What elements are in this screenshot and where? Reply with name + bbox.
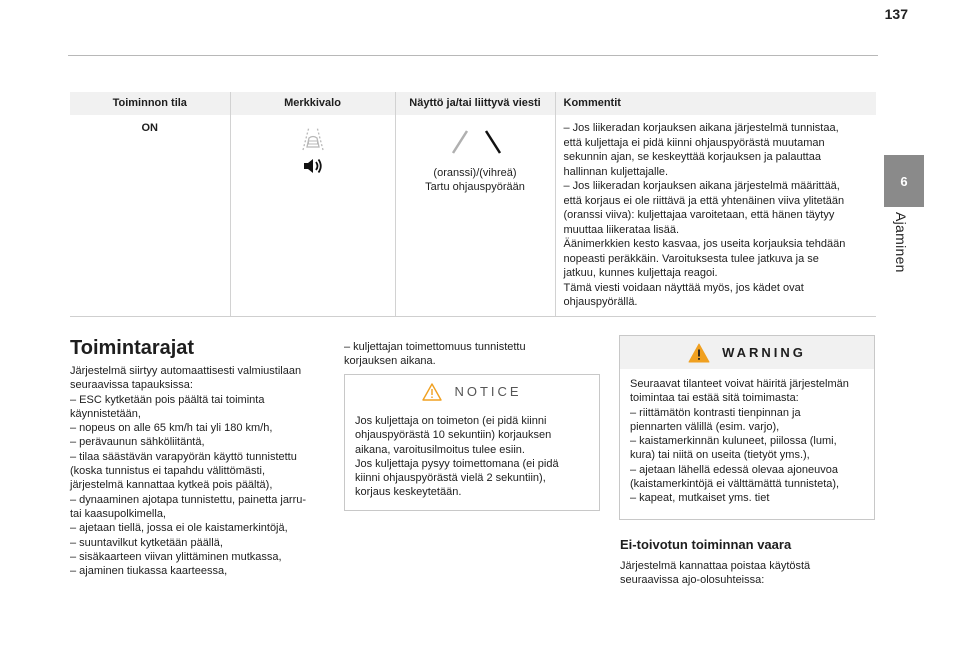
limits-text [70,364,306,578]
notice-triangle-icon [422,383,442,401]
notice-line: Jos kuljettaja pysyy toimettomana (ei pidä [355,457,559,470]
table-header-comments: Kommentit [555,92,876,115]
list-item: – perävaunun sähköliitäntä, [70,436,205,449]
chapter-number: 6 [900,173,908,189]
table-header-indicator: Merkkivalo [230,92,395,115]
warning-title: WARNING [722,345,806,360]
list-item: – ajetaan tiellä, jossa ei ole kaistamerkintöjä, [70,522,288,535]
list-item: – suuntavilkut kytketään päällä, [70,536,223,549]
table-row [70,115,876,316]
notice-body [345,408,599,508]
lane-lines-icon [445,129,505,155]
notice-line: korjaus keskeytetään. [355,486,462,499]
comment-line: sekunnin ajan, se keskeyttää korjauksen ja palauttaa [563,151,821,163]
list-item: – kuljettajan toimettomuus tunnistettu [344,341,526,353]
notice-line: Jos kuljettaja on toimeton (ei pidä kiinni [355,415,547,427]
list-item: – nopeus on alle 65 km/h tai yli 180 km/h, [70,422,273,435]
deactivation-text [620,559,810,588]
comment-line: (oranssi viiva): kuljettajaa varoitetaan, että hänen täytyy [563,209,835,221]
chapter-title: Ajaminen [893,212,909,273]
comment-line: Äänimerkkien kesto kasvaa, jos useita korjauksia tehdään [563,238,846,250]
notice-line: kiinni ohjauspyörästä vielä 2 sekuntiin), [355,472,546,485]
lane-keeping-icon [298,125,328,151]
notice-box [344,374,600,511]
notice-line: aikana, varoitusilmoitus tulee esiin. [355,443,525,456]
warning-line: kura) tai niitä on useita (tietyöt yms.), [630,449,810,462]
comment-line: jatkuu, kunnes kuljettaja reagoi. [563,267,718,279]
warning-header [620,336,874,369]
warning-line: toimintaa tai estää sitä toimimasta: [630,392,799,405]
list-item: – tilaa säästävän varapyörän käyttö tunnistettu [70,450,297,463]
warning-line: – kaistamerkinnän kuluneet, piilossa (lumi, [630,435,837,448]
list-item: – ESC kytketään pois päältä tai toiminta [70,393,265,406]
paragraph-line: Järjestelmä kannattaa poistaa käytöstä [620,560,811,572]
status-table [70,92,876,317]
sound-icon [302,157,324,175]
comment-line: että kuljettaja ei pidä kiinni ohjauspyörästä muutaman [563,136,825,149]
comment-line: nopeasti peräkkäin. Varoituksesta tulee jatkuva ja se [563,252,819,265]
notice-title: NOTICE [454,384,522,399]
table-header-row [70,92,876,115]
list-item: tai kaasupolkimella, [70,507,166,520]
paragraph-line: Järjestelmä siirtyy automaattisesti valmiustilaan [70,365,302,377]
display-color-label: (oranssi)/(vihreä) [433,166,517,179]
list-item: korjauksen aikana. [344,355,436,368]
comment-cell [555,115,876,316]
list-item: – sisäkaarteen viivan ylittäminen mutkassa, [70,550,282,563]
list-item: käynnistetään, [70,407,141,420]
warning-line: piennarten välillä (esim. varjo), [630,420,780,433]
warning-body [620,369,874,514]
display-cell [395,115,555,316]
notice-line: ohjauspyörästä 10 sekuntiin) korjauksen [355,429,552,442]
notice-header [345,375,599,408]
display-message: Tartu ohjauspyörään [425,181,525,193]
comment-line: että korjaus ei ole riittävä ja että yhtenäinen viiva ylitetään [563,194,845,207]
paragraph-line: seuraavissa ajo-olosuhteissa: [620,574,765,587]
comment-line: Tämä viesti voidaan näyttää myös, jos kädet ovat [563,281,804,294]
warning-line: – kapeat, mutkaiset yms. tiet [630,492,770,505]
section-title: Toimintarajat [70,337,195,359]
header-divider [68,55,878,56]
comment-line: muuttaa liikerataa lisää. [563,223,680,236]
table-header-display: Näyttö ja/tai liittyvä viesti [395,92,555,115]
list-item: – dynaaminen ajotapa tunnistettu, painetta jarru- [70,493,307,506]
warning-triangle-icon [688,343,710,363]
warning-line: (kaistamerkintöjä ei välttämättä tunnisteta), [630,478,840,491]
page-number: 137 [884,6,908,22]
indicator-cell [230,115,395,316]
warning-line: Seuraavat tilanteet voivat häiritä järjestelmän [630,378,849,390]
list-item: – ajaminen tiukassa kaarteessa, [70,565,228,578]
paragraph-line: seuraavissa tapauksissa: [70,379,193,392]
warning-line: – riittämätön kontrasti tienpinnan ja [630,406,801,419]
chapter-tab[interactable] [884,155,924,207]
comment-line: – Jos liikeradan korjauksen aikana järjestelmä tunnistaa, [563,122,839,134]
continued-text [344,340,526,369]
list-item: (koska tunnistus ei tapahdu välittömästi, [70,465,266,478]
table-header-status: Toiminnon tila [70,92,230,115]
status-cell [70,115,230,316]
warning-line: – ajetaan lähellä edessä olevaa ajoneuvoa [630,463,838,476]
list-item: järjestelmä kannattaa kytkeä pois päältä), [70,479,273,492]
subsection-title: Ei-toivotun toiminnan vaara [620,537,792,552]
warning-box [619,335,875,520]
comment-line: – Jos liikeradan korjauksen aikana järjestelmä määrittää, [563,180,840,192]
status-value: ON [141,122,158,134]
comment-line: hallinnan kuljettajalle. [563,165,669,178]
comment-line: ohjauspyörällä. [563,296,638,308]
